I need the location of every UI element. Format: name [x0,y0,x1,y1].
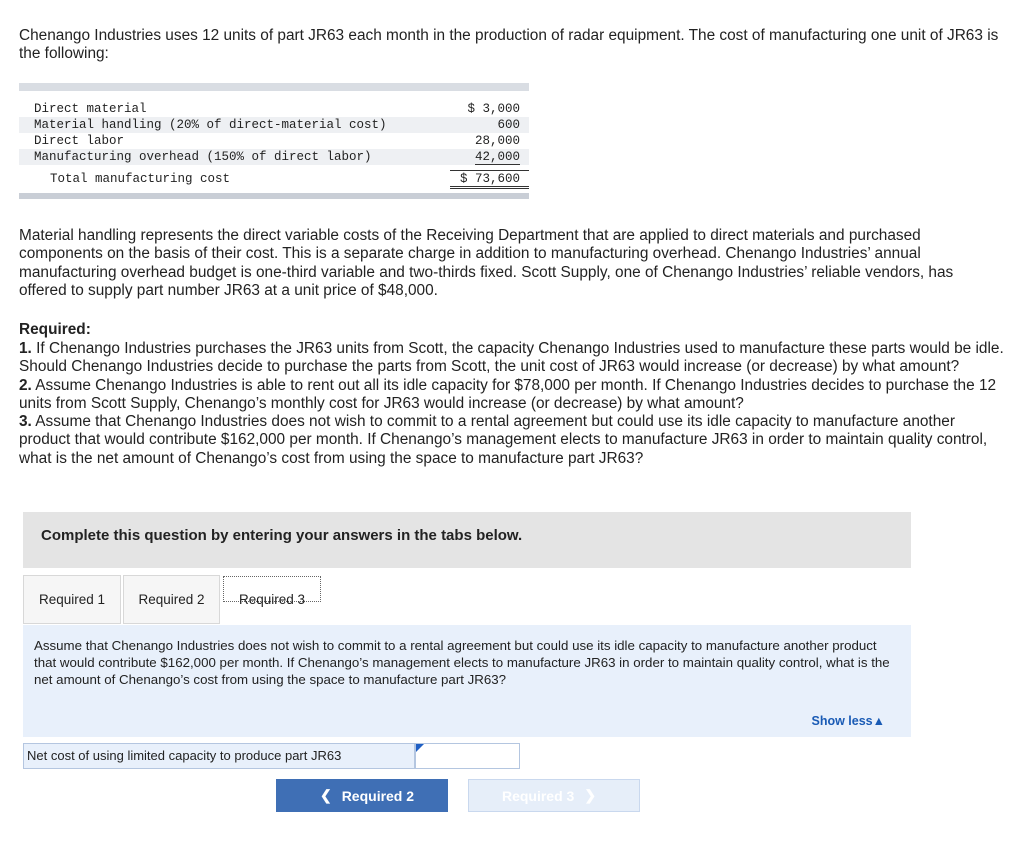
tab-label: Required 1 [38,592,106,607]
requirement-number: 2. [19,376,32,394]
cost-row-label: Material handling (20% of direct-material cost) [34,118,387,132]
cost-row-amount: 600 [497,118,520,132]
next-button-label: Required 3 [501,787,575,804]
cost-table [19,83,529,199]
prev-required-button[interactable] [276,779,448,812]
prev-button-label: Required 2 [341,787,415,804]
required-heading: Required: [19,321,91,338]
requirement-number: 3. [19,413,32,431]
requirements-list [19,340,1004,468]
cost-row [19,117,529,133]
input-corner-marker [416,744,424,752]
requirement-item [19,413,1004,468]
show-less-link[interactable] [811,714,885,728]
cost-row [19,133,529,149]
cost-total-amount: $ 73,600 [450,170,529,189]
tab-required-1[interactable] [23,575,121,624]
tab-required-2[interactable] [123,575,220,624]
context-paragraph: Material handling represents the direct variable costs of the Receiving Department that are applied to direct materials and purchased components on the basis of their cost. This is a separate charge in addition to manufacturing overhead. Chenango Industries’ annual manufacturing overhead budget is one-third variable and two-thirds fixed. Scott Supply, one of Chenango Industries’ reliable vendors, has offered to supply part number JR63 at a unit price of $48,000. [19,227,954,299]
chevron-right-icon: ❯ [584,787,597,803]
cost-row-amount [450,150,529,164]
requirement-text: Assume that Chenango Industries does not wish to commit to a rental agreement but could use its idle capacity to manufacture another product that would contribute $162,000 per month. If Chenango’s management elects to manufacture JR63 in order to maintain quality control, what is the net amount of Chenango’s cost from using the space to manufacture part JR63? [19,413,988,467]
cost-row-label: Direct labor [34,134,125,148]
requirement-text: Assume Chenango Industries is able to rent out all its idle capacity for $78,000 per month. If Chenango Industries decides to purchase the 12 units from Scott Supply, Chenango’s monthly cost for JR63 would increase (or decrease) by what amount? [19,376,997,412]
answer-input[interactable] [415,743,520,769]
next-required-button[interactable] [468,779,640,812]
answer-row [23,743,520,769]
cost-total-row [19,169,529,189]
answer-label: Net cost of using limited capacity to produce part JR63 [23,743,415,769]
requirement-number: 1. [19,340,32,357]
tab-required-3[interactable] [220,575,324,624]
cost-row [19,101,529,117]
instructions-banner [23,512,911,568]
cost-row-label: Manufacturing overhead (150% of direct labor) [34,150,372,164]
cost-row-label: Direct material [34,102,147,116]
instructions-text: Complete this question by entering your answers in the tabs below. [41,527,523,544]
requirement-item [19,377,1004,414]
cost-row-amount: $ 3,000 [467,102,520,116]
question-panel [23,625,911,737]
tab-label: Required 3 [238,592,306,607]
question-text: Assume that Chenango Industries does not wish to commit to a rental agreement but could use its idle capacity to manufacture another product that would contribute $162,000 per month. If Chenango’s management elects to manufacture JR63 in order to maintain quality control, what is the net amount of Chenango’s cost from using the space to manufacture part JR63? [34,638,890,687]
requirement-item [19,340,1004,377]
intro-paragraph: Chenango Industries uses 12 units of part JR63 each month in the production of radar equipment. The cost of manufacturing one unit of JR63 is the following: [19,27,999,63]
caret-up-icon: ▲ [872,714,885,728]
tab-label: Required 2 [138,592,205,607]
show-less-label: Show less [811,714,873,728]
chevron-left-icon: ❮ [319,787,332,803]
cost-row [19,149,529,165]
requirement-text: If Chenango Industries purchases the JR63 units from Scott, the capacity Chenango Industries used to manufacture these parts would be idle. Should Chenango Industries decide to purchase the parts from Scott, the unit cost of JR63 would increase (or decrease) by what amount? [19,340,1004,376]
answer-tabs [23,575,324,625]
cost-row-amount-value: 42,000 [474,150,520,164]
cost-total-label: Total manufacturing cost [50,172,231,186]
cost-row-amount: 28,000 [474,134,520,148]
